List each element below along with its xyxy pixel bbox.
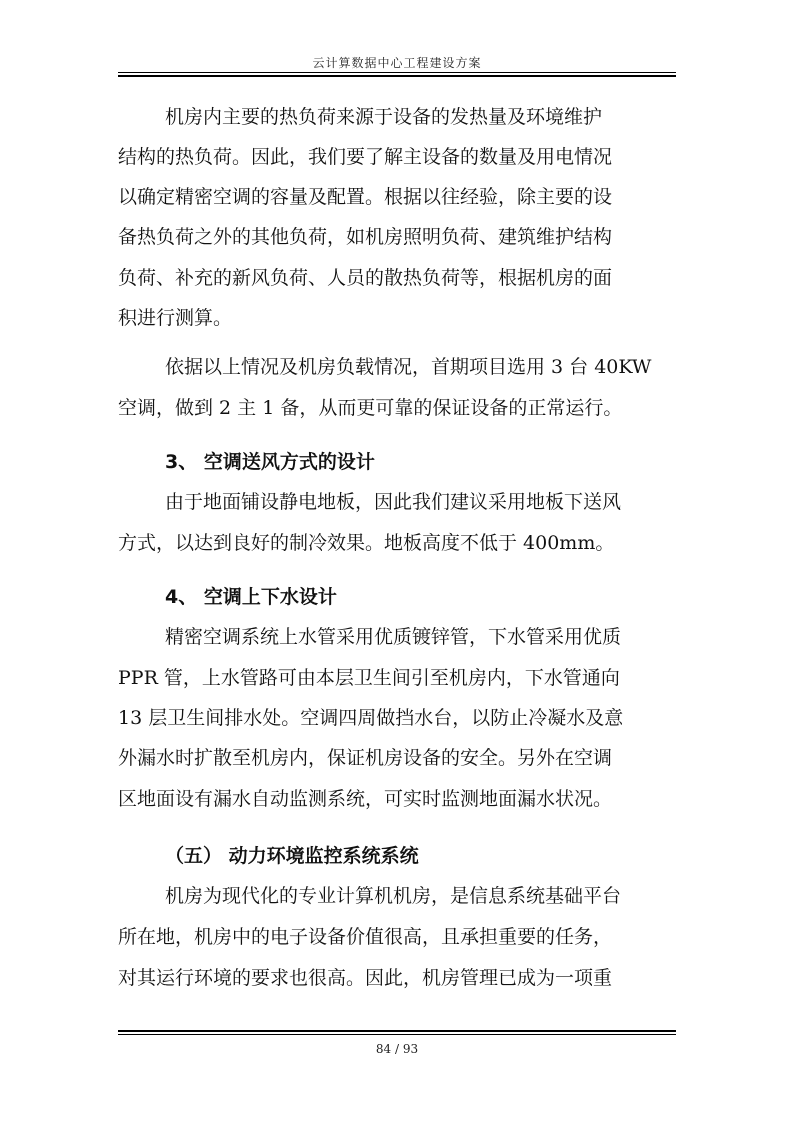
paragraph-line: 由于地面铺设静电地板，因此我们建议采用地板下送风 [165, 491, 622, 513]
paragraph-line: 负荷、补充的新风负荷、人员的散热负荷等，根据机房的面 [118, 267, 613, 289]
paragraph-line: 外漏水时扩散至机房内，保证机房设备的安全。另外在空调 [118, 747, 613, 769]
paragraph-line: 结构的热负荷。因此，我们要了解主设备的数量及用电情况 [118, 146, 613, 168]
paragraph-line: 以确定精密空调的容量及配置。根据以往经验，除主要的设 [118, 186, 613, 208]
paragraph-line: 所在地，机房中的电子设备价值很高，且承担重要的任务， [118, 926, 613, 948]
page-number: 84 / 93 [375, 1042, 419, 1056]
paragraph-line: 方式，以达到良好的制冷效果。地板高度不低于 400mm。 [118, 532, 615, 554]
section-heading: （五） 动力环境监控系统系统 [165, 845, 419, 867]
paragraph-line: 精密空调系统上水管采用优质镀锌管，下水管采用优质 [165, 626, 622, 648]
section-heading: 4、 空调上下水设计 [165, 586, 337, 608]
header-rule-thick [118, 75, 676, 77]
footer-rule-thick [118, 1030, 676, 1032]
header-title: 云计算数据中心工程建设方案 [312, 56, 482, 70]
paragraph-line: PPR 管，上水管路可由本层卫生间引至机房内，下水管通向 [118, 667, 620, 689]
paragraph-line: 积进行测算。 [118, 307, 233, 329]
footer-rule-thin [118, 1034, 676, 1035]
paragraph-line: 依据以上情况及机房负载情况，首期项目选用 3 台 40KW [165, 356, 652, 378]
section-heading: 3、 空调送风方式的设计 [165, 451, 375, 473]
paragraph-line: 机房内主要的热负荷来源于设备的发热量及环境维护 [165, 106, 603, 128]
paragraph-line: 区地面设有漏水自动监测系统，可实时监测地面漏水状况。 [118, 788, 613, 810]
paragraph-line: 13 层卫生间排水处。空调四周做挡水台，以防止冷凝水及意 [118, 707, 624, 729]
paragraph-line: 对其运行环境的要求也很高。因此，机房管理已成为一项重 [118, 967, 613, 989]
header-rule-thin [118, 72, 676, 73]
paragraph-line: 空调，做到 2 主 1 备，从而更可靠的保证设备的正常运行。 [118, 397, 623, 419]
paragraph-line: 备热负荷之外的其他负荷，如机房照明负荷、建筑维护结构 [118, 226, 613, 248]
paragraph-line: 机房为现代化的专业计算机机房，是信息系统基础平台 [165, 885, 622, 907]
